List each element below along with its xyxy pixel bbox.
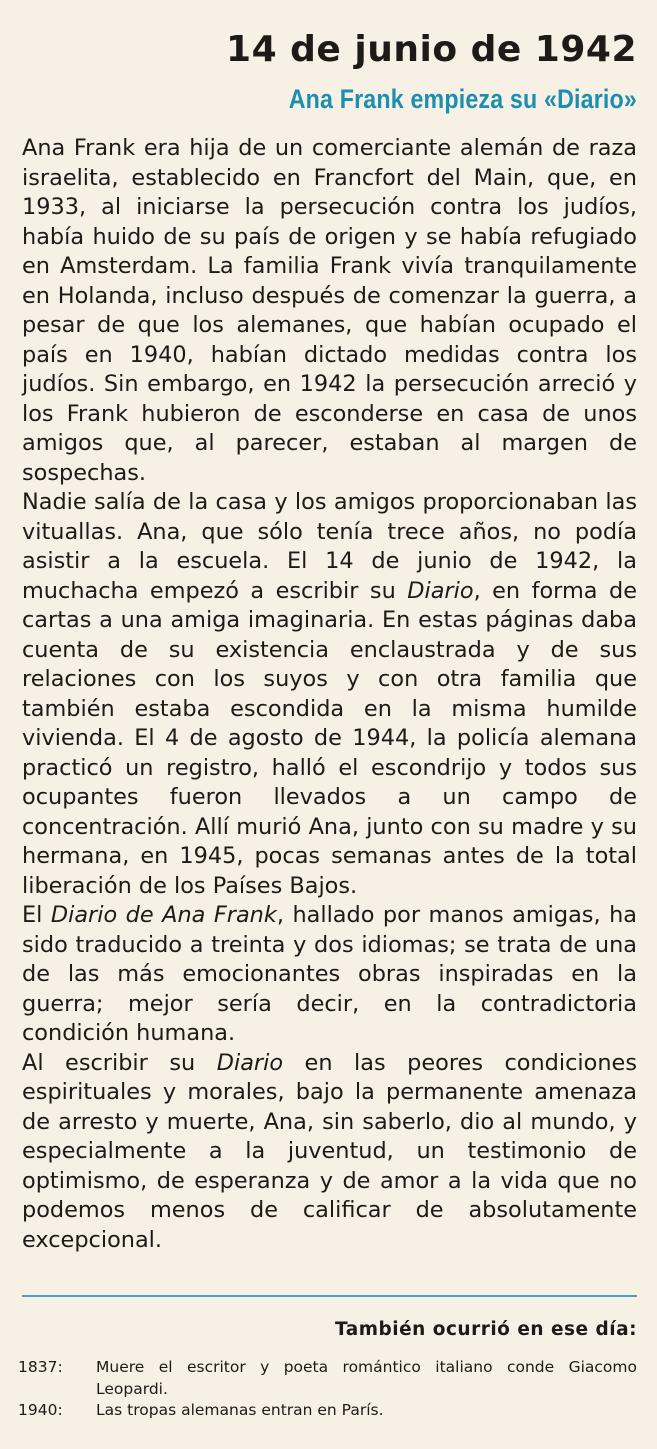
- event-text: Las tropas alemanas entran en París.: [96, 1401, 384, 1419]
- event-year: 1837:: [18, 1358, 63, 1376]
- paragraph-4-italic: Diario: [216, 1049, 284, 1076]
- paragraph-2-text-b: , en forma de cartas a una amiga imaginaria. En estas páginas daba cuenta de su existencia enclaustrada y de sus relaciones con los suyos y con otra familia que también estaba escondida en la misma humilde vivienda. El 4 de agosto de 1944, la policía alemana practicó un registro, halló el escondrijo y todos sus ocupantes fueron llevados a un campo de concentración. Allí murió Ana, junto con su madre y su hermana, en 1945, pocas semanas antes de la total liberación de los Países Bajos.: [22, 577, 637, 899]
- paragraph-3-text-a: El: [22, 902, 51, 928]
- events-list: [18, 1357, 637, 1422]
- list-item: [18, 1357, 637, 1400]
- paragraph-2-italic: Diario: [407, 577, 474, 604]
- paragraph-3-italic: Diario de Ana Frank: [50, 902, 277, 928]
- paragraph-3-text-b: , hallado por manos amigas, ha sido traducido a treinta y dos idiomas; se trata de una de las más emocionantes obras inspiradas en la guerra; mejor sería decir, en la contradictoria condición humana.: [22, 902, 637, 1046]
- event-year: 1940:: [18, 1401, 63, 1419]
- article-body: [22, 134, 637, 1255]
- list-item: [18, 1400, 637, 1422]
- paragraph-2-text-a: Nadie salía de la casa y los amigos proporcionaban las vituallas. Ana, que sólo tenía trece años, no podía asistir a la escuela. El 14 de junio de 1942, la muchacha empezó a escribir su: [22, 489, 637, 604]
- also-happened-title: También ocurrió en ese día:: [335, 1319, 637, 1340]
- paragraph-4-text-b: en las peores condiciones espirituales y morales, bajo la permanente amenaza de arresto y muerte, Ana, sin saberlo, dio al mundo, y especialmente a la juventud, un testimonio de optimismo, de esperanza y de amor a la vida que no podemos menos de calificar de absolutamente excepcional.: [22, 1049, 637, 1253]
- date-title: 14 de junio de 1942: [226, 29, 637, 70]
- paragraph-2: [22, 488, 637, 901]
- article-subtitle: Ana Frank empieza su «Diario»: [288, 84, 637, 114]
- section-divider: [22, 1295, 637, 1297]
- event-text: Muere el escritor y poeta romántico italiano conde Giacomo Leopardi.: [96, 1358, 637, 1398]
- paragraph-1: Ana Frank era hija de un comerciante alemán de raza israelita, establecido en Francfort del Main, que, en 1933, al iniciarse la persecución contra los judíos, había huido de su país de origen y se había refugiado en Amsterdam. La familia Frank vivía tranquilamente en Holanda, incluso después de comenzar la guerra, a pesar de que los alemanes, que habían ocupado el país en 1940, habían dictado medidas contra los judíos. Sin embargo, en 1942 la persecución arreció y los Frank hubieron de esconderse en casa de unos amigos que, al parecer, estaban al margen de sospechas.: [22, 135, 637, 486]
- paragraph-4-text-a: Al escribir su: [22, 1049, 217, 1076]
- paragraph-4: [22, 1049, 637, 1256]
- paragraph-3: [22, 901, 637, 1049]
